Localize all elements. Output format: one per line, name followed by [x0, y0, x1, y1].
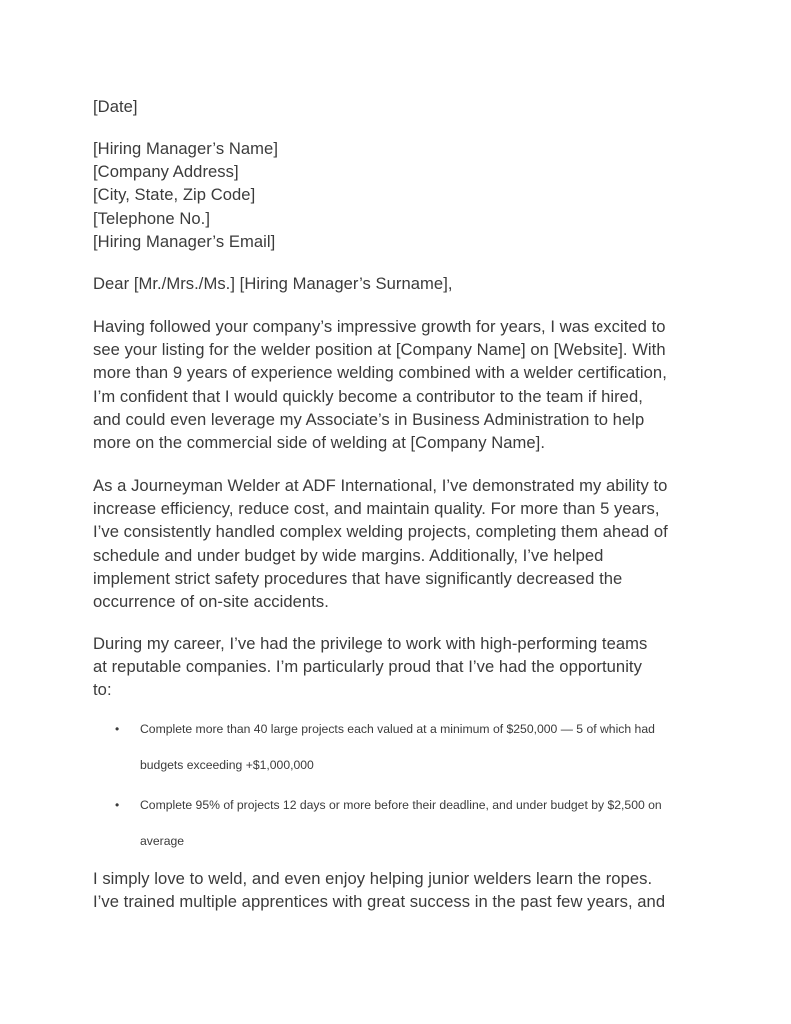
paragraph-line: As a Journeyman Welder at ADF International, I’ve demonstrated my ability to [93, 476, 668, 495]
paragraph-career [93, 632, 713, 702]
recipient-name: [Hiring Manager’s Name] [93, 139, 278, 158]
salutation-text: Dear [Mr./Mrs./Ms.] [Hiring Manager’s Surname], [93, 274, 453, 293]
paragraph-line: I’ve consistently handled complex welding projects, completing them ahead of [93, 522, 668, 542]
paragraph-line: schedule and under budget by wide margins. Additionally, I’ve helped [93, 545, 604, 565]
paragraph-line: During my career, I’ve had the privilege to work with high-performing teams [93, 634, 648, 653]
paragraph-line: more on the commercial side of welding at [Company Name]. [93, 433, 545, 453]
salutation [93, 272, 713, 295]
paragraph-line: I’m confident that I would quickly become a contributor to the team if hired, [93, 386, 643, 406]
list-item-line: Complete 95% of projects 12 days or more before their deadline, and under budget by $2,500 on [140, 798, 662, 812]
paragraph-line: occurrence of on-site accidents. [93, 592, 329, 612]
recipient-email: [Hiring Manager’s Email] [93, 231, 276, 251]
paragraph-experience [93, 474, 713, 613]
bullet-icon: • [115, 722, 120, 736]
paragraph-line: I simply love to weld, and even enjoy helping junior welders learn the ropes. [93, 869, 653, 888]
paragraph-closing [93, 867, 713, 913]
paragraph-line: and could even leverage my Associate’s in Business Administration to help [93, 409, 645, 429]
date-text: [Date] [93, 97, 138, 116]
paragraph-line: to: [93, 680, 112, 700]
list-item-line: Complete more than 40 large projects each valued at a minimum of $250,000 — 5 of which had [140, 722, 655, 736]
paragraph-line: I’ve trained multiple apprentices with great success in the past few years, and [93, 892, 666, 912]
paragraph-line: increase efficiency, reduce cost, and maintain quality. For more than 5 years, [93, 499, 660, 519]
paragraph-intro [93, 315, 713, 454]
paragraph-line: more than 9 years of experience welding combined with a welder certification, [93, 363, 667, 383]
paragraph-line: implement strict safety procedures that have significantly decreased the [93, 568, 623, 588]
city-state-zip: [City, State, Zip Code] [93, 185, 256, 205]
paragraph-line: at reputable companies. I’m particularly proud that I’ve had the opportunity [93, 657, 642, 677]
paragraph-line: Having followed your company’s impressive growth for years, I was excited to [93, 317, 666, 336]
paragraph-line: see your listing for the welder position at [Company Name] on [Website]. With [93, 340, 666, 360]
company-address: [Company Address] [93, 162, 239, 182]
list-item-line: budgets exceeding +$1,000,000 [140, 758, 314, 772]
telephone-number: [Telephone No.] [93, 208, 210, 228]
recipient-address-block [93, 137, 713, 253]
date-line [93, 95, 713, 118]
bullet-icon: • [115, 798, 120, 812]
list-item-line: average [140, 834, 185, 848]
